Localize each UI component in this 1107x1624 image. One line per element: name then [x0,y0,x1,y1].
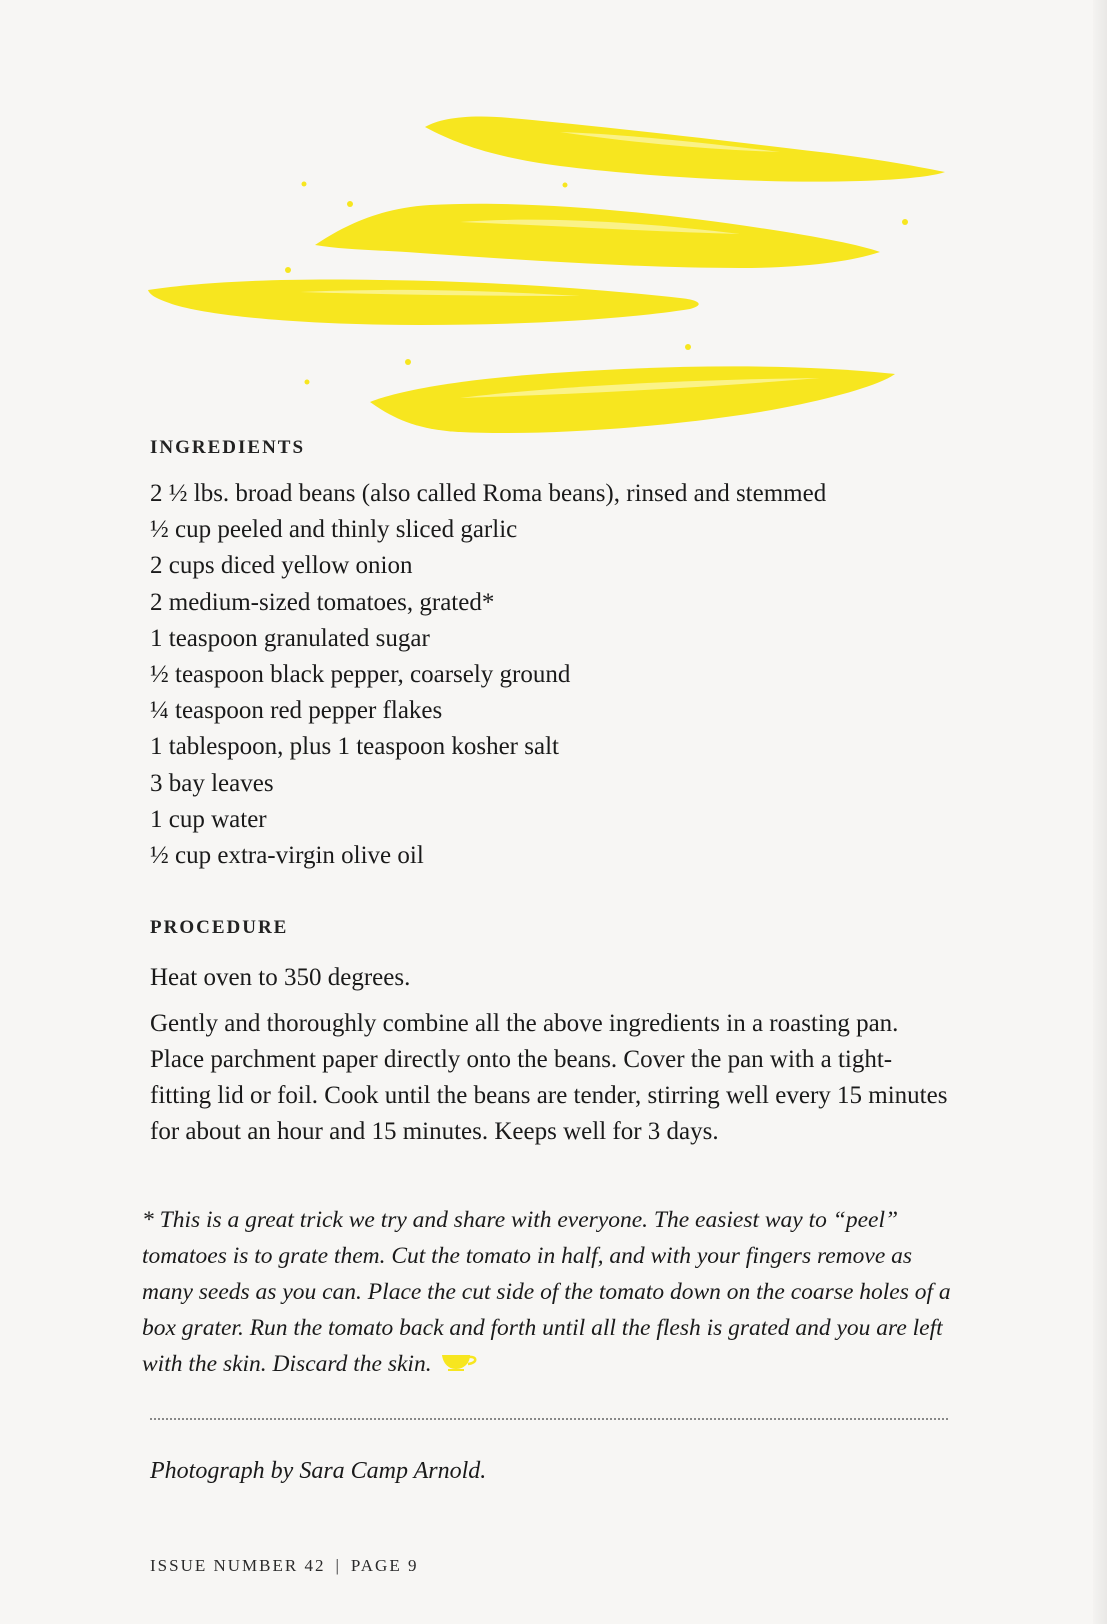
bean-pod-1 [425,116,945,181]
bean-pod-3 [148,279,699,325]
ingredient-item: 2 ½ lbs. broad beans (also called Roma beans), rinsed and stemmed [150,480,827,507]
procedure-step: Heat oven to 350 degrees. [150,964,411,991]
ingredients-heading: INGREDIENTS [150,437,306,458]
bean-pod-4 [370,366,895,433]
footer-separator: | [335,1556,341,1575]
ingredient-item: 1 cup water [150,805,267,833]
ingredient-item: 2 medium-sized tomatoes, grated* [150,588,495,616]
ingredient-item: ¼ teaspoon red pepper flakes [150,697,443,725]
page-number: PAGE 9 [350,1556,419,1575]
procedure-step: Gently and thoroughly combine all the above ingredients in a roasting pan. Place parchment paper directly onto the beans. Cover the pan with a tight-fitting lid or foil. Cook until the beans are tender, stirring well every 15 minutes for about an hour and 15 minutes. Keeps well for 3 days. [150,1010,948,1145]
footnote-text: * This is a great trick we try and share with everyone. The easiest way to “peel” tomatoes is to grate them. Cut the tomato in half, and with your fingers remove as many seeds as you can. Place the cut side of the tomato down on the coarse holes of a box grater. Run the tomato back and forth until all the flesh is grated and you are left with the skin. Discard the skin. [142,1207,951,1377]
divider [150,1418,948,1420]
page-footer [150,1556,418,1576]
broad-bean-pods-illustration [0,0,1107,460]
ingredient-item: 3 bay leaves [150,769,274,797]
bean-pod-2 [315,204,880,268]
ingredient-item: 1 teaspoon granulated sugar [150,624,430,652]
procedure-heading: PROCEDURE [150,917,289,938]
ingredient-item: 2 cups diced yellow onion [150,552,413,580]
photo-credit: Photograph by Sara Camp Arnold. [150,1458,487,1484]
ingredient-item: 1 tablespoon, plus 1 teaspoon kosher salt [150,733,559,761]
ingredient-item: ½ cup peeled and thinly sliced garlic [150,516,518,544]
teacup-icon [440,1348,480,1384]
ingredient-item: ½ teaspoon black pepper, coarsely ground [150,661,571,689]
footnote [142,1202,962,1384]
ingredient-item: ½ cup extra-virgin olive oil [150,842,424,870]
issue-number: ISSUE NUMBER 42 [150,1556,326,1575]
ingredient-list [150,476,826,874]
